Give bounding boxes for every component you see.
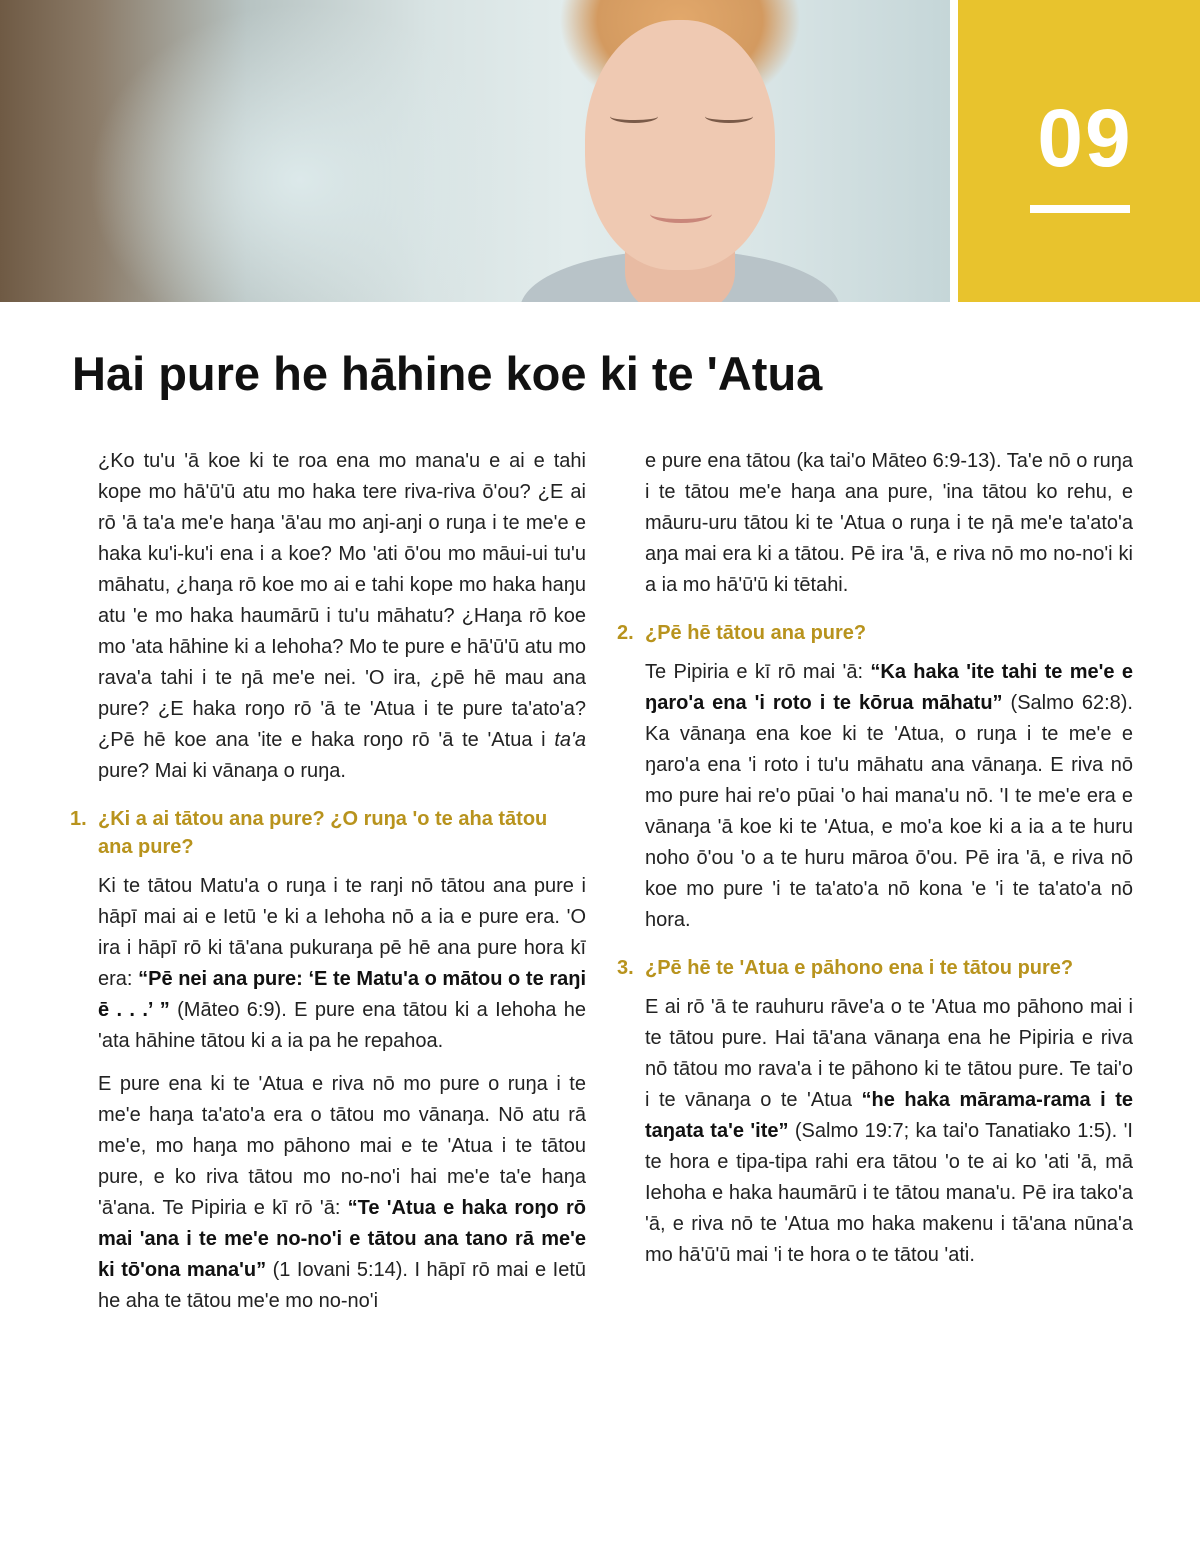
answer-3-quote: “he haka mārama-rama i te taŋata ta'e 'ite” (645, 1089, 1134, 1142)
intro-text-1: ¿Ko tu'u 'ā koe ki te roa ena mo mana'u e ai e tahi kope mo hā'ū'ū atu mo haka tere riva-riva ō'ou? ¿E ai rō 'ā ta'a me'e haŋa 'ā'au mo aŋi-aŋi o ruŋa i te me'e e haka ku'i-ku'i ena i a koe? Mo 'ati ō'ou mo māui-ui tu'u māhatu, ¿haŋa rō koe mo ai e tahi kope mo haka haŋu atu 'e mo haka haumārū i tu'u māhatu? ¿Haŋa rō koe mo 'ata hāhine ki a Iehoha? Mo te pure e hā'ū'ū atu mo rava'a tahi i te ŋā me'e nei. 'O ira, ¿pē hē mau ana pure? ¿E haka roŋo rō 'ā te 'Atua i te pure ta'ato'a? ¿Pē hē koe ana 'ite e haka roŋo rō 'ā te 'Atua i (98, 450, 586, 751)
question-3 (617, 954, 1173, 982)
question-1 (70, 805, 586, 861)
right-column (617, 446, 1134, 1283)
answer-1-paragraph-1 (98, 871, 586, 1057)
page-title: Hai pure he hāhine koe ki te 'Atua (72, 347, 823, 400)
answer-1-paragraph-3: e pure ena tātou (ka tai'o Māteo 6:9-13). Ta'e nō o ruŋa i te tātou me'e haŋa ana pure, 'ina tātou ko rehu, e māuru-uru tātou ki te 'Atua o ruŋa i te ŋā me'e ta'ato'a aŋa mai era ki a tātou. Pē ira 'ā, e riva nō mo no-no'i ki a ia mo hā'ū'ū ki tētahi. (645, 450, 1133, 596)
question-3-text: ¿Pē hē te 'Atua e pāhono ena i te tātou pure? (645, 957, 1074, 979)
answer-3-paragraph (645, 992, 1133, 1271)
left-column (70, 446, 587, 1329)
question-3-number: 3. (617, 957, 634, 979)
question-1-text: ¿Ki a ai tātou ana pure? ¿O ruŋa 'o te aha tātou ana pure? (98, 808, 548, 858)
intro-text-2: pure? Mai ki vānaŋa o ruŋa. (98, 760, 346, 782)
question-2 (617, 619, 1133, 647)
answer-3-ref: (Salmo 19:7; ka tai'o Tanatiako 1:5). 'I te hora e tipa-tipa rahi era tātou 'o te ai ko 'ati 'ā, mā Iehoha e haka haumārū i te tātou mana'u. Pē ira tako'a 'ā, e riva nō te 'Atua mo haka makenu i tā'ana nūna'a mo hā'ū'ū mai 'i te hora o te tātou 'ati. (645, 1120, 1133, 1266)
question-2-number: 2. (617, 622, 634, 644)
photo-face (585, 20, 775, 270)
lesson-number-badge (958, 0, 1200, 302)
intro-paragraph (98, 446, 586, 787)
intro-italic: ta'a (554, 729, 586, 751)
photo-eye-right (705, 110, 753, 123)
question-1-number: 1. (70, 808, 87, 830)
answer-1-p2-text: E pure ena ki te 'Atua e riva nō mo pure o ruŋa i te me'e haŋa ta'ato'a era o tātou mo vānaŋa. Nō atu rā me'e, mo haŋa mo pāhono mai e te 'Atua i te tātou pure, e ko riva tātou mo no-no'i hai me'e ta'e haŋa 'ā'ana. Te Pipiria e kī rō 'ā: (98, 1073, 586, 1219)
answer-2-text: Te Pipiria e kī rō mai 'ā: (645, 661, 871, 683)
answer-2-ref: (Salmo 62:8). Ka vānaŋa ena koe ki te 'Atua, o ruŋa i te me'e e ŋaro'a ena 'i roto i tu'u māhatu ana vānaŋa. E riva nō mo pure hai re'o pūai 'o hai mana'u nō. 'I te me'e era e vānaŋa 'ā koe ki te 'Atua, e mo'a koe ki a ia a te huru noho ō'ou 'o a te huru māroa ō'ou. Pē ira 'ā, e riva nō koe mo pure 'i te ta'ato'a nō kona 'e 'i te ta'ato'a nō hora. (645, 692, 1133, 931)
photo-eye-left (610, 110, 658, 123)
answer-1-p1-text: Ki te tātou Matu'a o ruŋa i te raŋi nō tātou ana pure i hāpī mai ai e Ietū 'e ki a Iehoha nō a ia e pure era. 'O ira i hāpī rō ki tā'ana pukuraŋa pē hē ana pure hora kī era: (98, 875, 586, 990)
answer-1-p2-ref: (1 Iovani 5:14). I hāpī rō mai e Ietū he aha te tātou me'e mo no-no'i (98, 1259, 587, 1312)
question-2-text: ¿Pē hē tātou ana pure? (645, 622, 867, 644)
answer-2-quote: “Ka haka 'ite tahi te me'e e ŋaro'a ena 'i roto i te kōrua māhatu” (645, 661, 1133, 714)
answer-1-p1-ref: (Māteo 6:9). E pure ena tātou ki a Iehoha he 'ata hāhine tātou ki a ia pa he repahoa. (98, 999, 586, 1052)
hero-photo (0, 0, 950, 302)
answer-1-p2-quote: “Te 'Atua e haka roŋo rō mai 'ana i te me'e no-no'i e tātou ana tano rā me'e ki tō'ona mana'u” (98, 1197, 586, 1281)
photo-smile (650, 205, 712, 223)
answer-2-paragraph (645, 657, 1133, 936)
lesson-number-underline (1030, 205, 1130, 213)
answer-1-p1-quote: “Pē nei ana pure: ‘E te Matu'a o mātou o te raŋi ē . . .’ ” (98, 968, 587, 1021)
answer-3-text: E ai rō 'ā te rauhuru rāve'a o te 'Atua mo pāhono mai i te tātou pure. Hai tā'ana vānaŋa ena he Pipiria e riva nō tātou mo rava'a i te pāhono ki te tātou pure. Te tai'o i te vānaŋa o te 'Atua (645, 996, 1133, 1111)
lesson-number: 09 (1037, 93, 1133, 184)
answer-1-paragraph-2 (98, 1069, 586, 1317)
